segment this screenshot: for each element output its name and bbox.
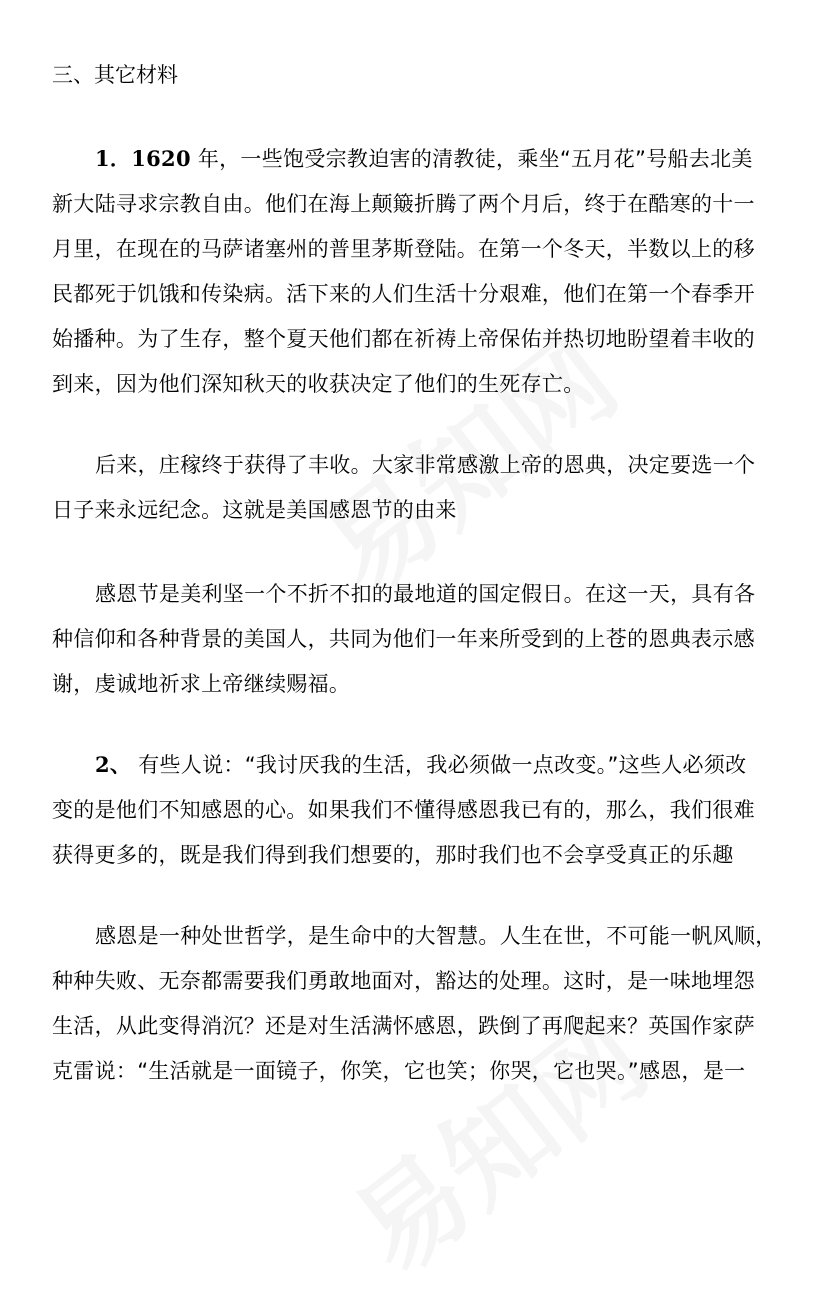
paragraph-line: 谢，虔诚地祈求上帝继续赐福。 [52,672,351,696]
paragraph-line: 后来，庄稼终于获得了丰收。大家非常感激上帝的恩典，决定要选一个 [95,453,756,477]
paragraph-line: 新大陆寻求宗教自由。他们在海上颠簸折腾了两个月后，终于在酷寒的十一 [52,192,755,216]
paragraph-line: 种信仰和各种背景的美国人，共同为他们一年来所受到的上苍的恩典表示感 [52,627,755,651]
paragraph-line: 获得更多的，既是我们得到我们想要的，那时我们也不会享受真正的乐趣 [52,843,734,867]
paragraph-number: 2、 [95,752,132,777]
paragraph-line: 感恩节是美利坚一个不折不扣的最地道的国定假日。在这一天，具有各 [95,582,756,606]
paragraph-line: 1．1620 年，一些饱受宗教迫害的清教徒，乘坐“五月花”号船去北美 [95,146,753,171]
paragraph-line: 始播种。为了生存，整个夏天他们都在祈祷上帝保佑并热切地盼望着丰收的 [52,327,755,351]
paragraph-line: 感恩是一种处世哲学，是生命中的大智慧。人生在世，不可能一帆风顺， [95,924,777,948]
paragraph-line: 民都死于饥饿和传染病。活下来的人们生活十分艰难，他们在第一个春季开 [52,282,755,306]
paragraph-line: 变的是他们不知感恩的心。如果我们不懂得感恩我已有的，那么，我们很难 [52,798,755,822]
paragraph-line: 月里，在现在的马萨诸塞州的普里茅斯登陆。在第一个冬天，半数以上的移 [52,237,755,261]
paragraph-line: 日子来永远纪念。这就是美国感恩节的由来 [52,498,457,522]
paragraph-line: 到来，因为他们深知秋天的收获决定了他们的生死存亡。 [52,372,585,396]
paragraph-line: 生活，从此变得消沉？还是对生活满怀感恩，跌倒了再爬起来？英国作家萨 [52,1014,755,1038]
paragraph-line: 种种失败、无奈都需要我们勇敢地面对，豁达的处理。这时，是一味地埋怨 [52,969,755,993]
section-title: 三、其它材料 [52,63,178,87]
paragraph-line: 2、 有些人说：“我讨厌我的生活，我必须做一点改变。”这些人必须改 [95,752,747,777]
paragraph-line: 克雷说：“生活就是一面镜子，你笑，它也笑；你哭，它也哭。”感恩，是一 [52,1059,746,1083]
paragraph-number: 1．1620 [95,146,191,171]
